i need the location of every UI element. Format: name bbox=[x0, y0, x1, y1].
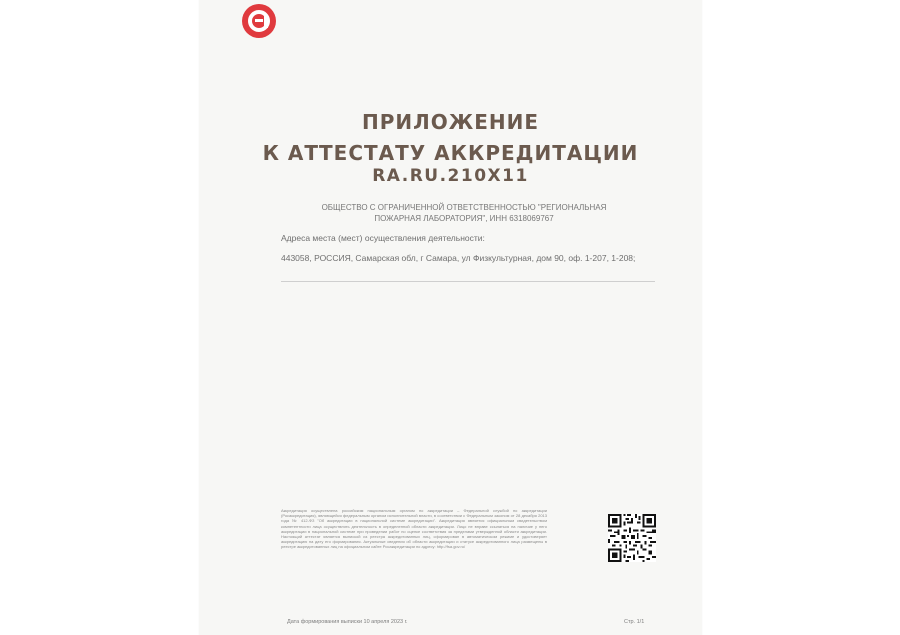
divider bbox=[281, 281, 655, 282]
address-label: Адреса места (мест) осуществления деятельности: bbox=[281, 233, 485, 243]
page-number: Стр. 1/1 bbox=[624, 619, 645, 625]
title-line1: ПРИЛОЖЕНИЕ bbox=[361, 110, 540, 134]
title-line2: К АТТЕСТАТУ АККРЕДИТАЦИИ bbox=[262, 141, 639, 165]
document-page bbox=[199, 0, 702, 635]
accreditation-logo-icon bbox=[241, 3, 277, 39]
certificate-number: RA.RU.210X11 bbox=[372, 166, 529, 186]
formation-date: Дата формирования выписки 10 апреля 2023 г. bbox=[287, 619, 408, 625]
legal-footnote: Аккредитация осуществлена российским национальным органом по аккредитации – Федеральной службой по аккредитации (Росаккредитация), являющейся федеральным органом исполнительной власти, в соответствии с Федеральным законом от 28 декабря 2013 года № 412-ФЗ "Об аккредитации в национальной системе аккредитации". Аккредитация является официальным свидетельством компетентности лица осуществлять деятельность в определенной области аккредитации. Лицо не вправе ссылаться на наличие у него аккредитации в национальной системе при проведении работ по оценке соответствия за пределами утвержденной области аккредитации. Настоящий аттестат является выпиской из реестра аккредитованных лиц, сформирован в автоматическом режиме и удостоверяет аккредитацию на дату его формирования. Актуальные сведения об области аккредитации и статусе аккредитованного лица размещены в реестре аккредитованных лиц на официальном сайте Росаккредитации по адресу: http://fsa.gov.ru/ bbox=[281, 508, 547, 550]
qr-code-icon bbox=[608, 514, 656, 562]
organization-name: ОБЩЕСТВО С ОГРАНИЧЕННОЙ ОТВЕТСТВЕННОСТЬЮ "РЕГИОНАЛЬНАЯ ПОЖАРНАЯ ЛАБОРАТОРИЯ", ИНН 6318069767 bbox=[321, 203, 607, 223]
address-value: 443058, РОССИЯ, Самарская обл, г Самара, ул Физкультурная, дом 90, оф. 1-207, 1-208; bbox=[281, 253, 636, 263]
